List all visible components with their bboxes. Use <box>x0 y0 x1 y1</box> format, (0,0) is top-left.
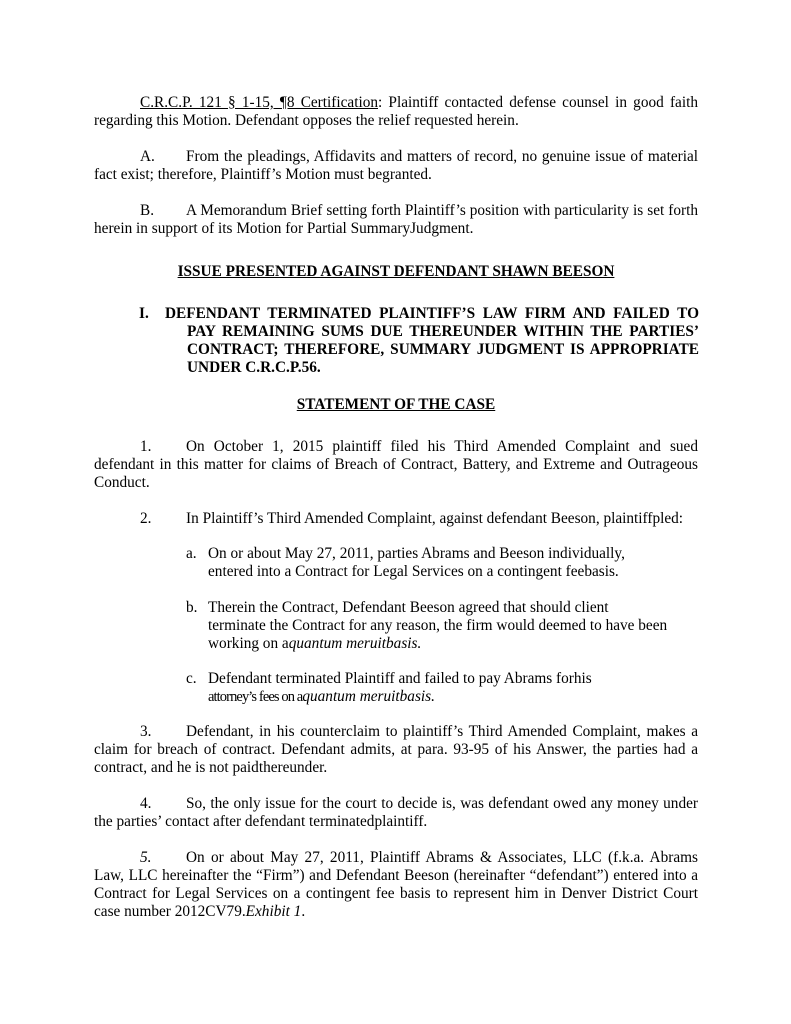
paragraph-5-end: . <box>301 903 306 920</box>
paragraph-1-number: 1. <box>140 438 152 455</box>
certification-paragraph <box>94 94 698 130</box>
sub-item-b-italic: quantum meruitbasis. <box>288 635 422 652</box>
statement-of-case-heading: STATEMENT OF THE CASE <box>296 396 496 413</box>
sub-item-a <box>186 545 668 581</box>
sub-item-c-text-line2: attorney’s fees on a <box>208 689 303 705</box>
sub-item-c-label: c. <box>186 670 197 687</box>
paragraph-b-label: B. <box>140 202 155 219</box>
issue-one-number: I. <box>139 305 149 322</box>
paragraph-2 <box>94 510 698 528</box>
issue-one <box>139 305 699 377</box>
paragraph-1 <box>94 438 698 492</box>
sub-item-b-label: b. <box>186 599 198 616</box>
paragraph-2-number: 2. <box>140 510 152 527</box>
paragraph-4-number: 4. <box>140 795 152 812</box>
certification-text: : Plaintiff contacted defense counsel in good faith regarding this Motion. Defendant opposes the relief requested herein. <box>94 94 698 129</box>
sub-item-a-text: On or about May 27, 2011, parties Abrams and Beeson individually, entered into a Contract for Legal Services on a contingent feebasis. <box>208 545 625 580</box>
issue-presented-heading: ISSUE PRESENTED AGAINST DEFENDANT SHAWN BEESON <box>177 263 615 280</box>
sub-item-c-text-line1: Defendant terminated Plaintiff and failed to pay Abrams forhis <box>208 670 592 687</box>
paragraph-3-text: Defendant, in his counterclaim to plaintiff’s Third Amended Complaint, makes a claim for breach of contract. Defendant admits, at para. 93-95 of his Answer, the parties had a contract, and he is not paidthereunder. <box>94 723 698 776</box>
paragraph-3 <box>94 723 698 777</box>
paragraph-a <box>94 148 698 184</box>
paragraph-b-text: A Memorandum Brief setting forth Plaintiff’s position with particularity is set forth herein in support of its Motion for Partial SummaryJudgment. <box>94 202 698 237</box>
paragraph-5-number: 5. <box>140 849 152 866</box>
paragraph-5-exhibit: Exhibit 1 <box>245 903 302 920</box>
paragraph-2-text: In Plaintiff’s Third Amended Complaint, against defendant Beeson, plaintiffpled: <box>186 510 684 527</box>
paragraph-5 <box>94 849 698 921</box>
issue-one-text: DEFENDANT TERMINATED PLAINTIFF’S LAW FIRM AND FAILED TO PAY REMAINING SUMS DUE THEREUNDER WITHIN THE PARTIES’ CONTRACT; THEREFORE, SUMMARY JUDGMENT IS APPROPRIATE UNDER C.R.C.P.56. <box>165 305 699 376</box>
paragraph-a-text: From the pleadings, Affidavits and matters of record, no genuine issue of material fact exist; therefore, Plaintiff’s Motion must begranted. <box>94 148 698 183</box>
paragraph-4 <box>94 795 698 831</box>
paragraph-b <box>94 202 698 238</box>
paragraph-4-text: So, the only issue for the court to decide is, was defendant owed any money under the parties’ contact after defendant terminatedplaintiff. <box>94 795 698 830</box>
paragraph-3-number: 3. <box>140 723 152 740</box>
sub-item-a-label: a. <box>186 545 197 562</box>
sub-item-b <box>186 599 668 653</box>
sub-item-c-italic: quantum meruitbasis. <box>302 688 435 705</box>
certification-label: C.R.C.P. 121 § 1-15, ¶8 Certification <box>140 94 378 111</box>
paragraph-5-text: On or about May 27, 2011, Plaintiff Abrams & Associates, LLC (f.k.a. Abrams Law, LLC hereinafter the “Firm”) and Defendant Beeson (hereinafter “defendant”) entered into a Contract for Legal Services on a contingent fee basis to represent him in Denver District Court case number 2012CV79. <box>94 849 698 920</box>
paragraph-1-text: On October 1, 2015 plaintiff filed his Third Amended Complaint and sued defendant in this matter for claims of Breach of Contract, Battery, and Extreme and Outrageous Conduct. <box>94 438 698 491</box>
sub-item-b-text: Therein the Contract, Defendant Beeson agreed that should client terminate the Contract for any reason, the firm would deemed to have been working on a <box>208 599 668 652</box>
sub-item-c <box>186 670 668 706</box>
paragraph-a-label: A. <box>140 148 155 165</box>
